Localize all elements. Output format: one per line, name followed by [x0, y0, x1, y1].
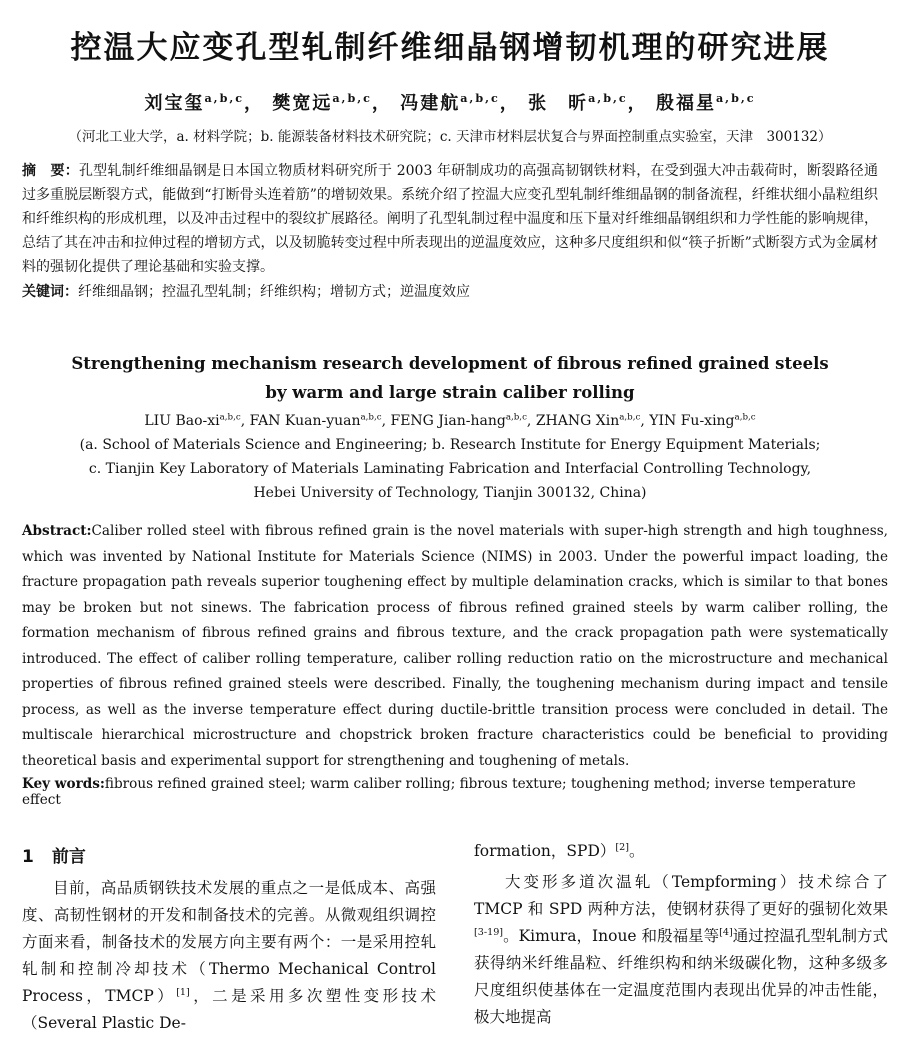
body-paragraph	[22, 875, 436, 1037]
author-affiliation-marks: a,b,c	[219, 412, 241, 423]
author-affiliation-marks: a,b,c	[588, 92, 628, 105]
chinese-authors	[12, 89, 888, 115]
author-separator: ，	[499, 93, 520, 114]
author-affiliation-marks: a,b,c	[460, 92, 500, 105]
author-separator: ,	[640, 413, 650, 429]
keywords-label: 关键词：	[22, 284, 78, 300]
english-keywords	[22, 776, 888, 808]
author-name: FENG Jian-hang	[390, 413, 506, 429]
english-affiliation	[12, 433, 888, 505]
affiliation-line: (a. School of Materials Science and Engineering; b. Research Institute for Energy Equipment Materials;	[79, 437, 821, 453]
body-paragraph	[474, 838, 888, 865]
keywords-label: Key words:	[22, 776, 105, 792]
keywords-text: 纤维细晶钢；控温孔型轧制；纤维织构；增韧方式；逆温度效应	[78, 284, 470, 300]
body-paragraph	[474, 869, 888, 1031]
english-title-line: Strengthening mechanism research development of fibrous refined grained steels	[71, 354, 829, 373]
citation: [4]	[719, 926, 733, 938]
author-name: LIU Bao-xi	[144, 413, 220, 429]
section-title: 前言	[51, 847, 86, 867]
author-name: 刘宝玺	[144, 93, 205, 114]
left-column	[22, 838, 436, 1037]
paragraph-text: 。Kimura，Inoue 和殷福星等	[503, 927, 720, 945]
author-affiliation-marks: a,b,c	[715, 92, 756, 105]
author-affiliation-marks: a,b,c	[505, 412, 527, 423]
paragraph-text: 通过控温孔型轧制方式获得纳米纤维晶粒、纤维织构和纳米级碳化物，这种多级多尺度组织使基体在一定温度范围内表现出优异的冲击性能，极大地提高	[474, 927, 888, 1026]
paragraph-text: 目前，高品质钢铁技术发展的重点之一是低成本、高强度、高韧性钢材的开发和制备技术的完善。从微观组织调控方面来看，制备技术的发展方向主要有两个：一是采用控轧轧制和控制冷却技术（Thermo Mechanical Control Process，TMCP）	[22, 879, 436, 1005]
abstract-label: Abstract:	[22, 523, 92, 539]
author-name: 殷福星	[655, 93, 716, 114]
abstract-text: 孔型轧制纤维细晶钢是日本国立物质材料研究所于 2003 年研制成功的高强高韧钢铁材料，在受到强大冲击载荷时，断裂路径通过多重脱层断裂方式，能做到“打断骨头连着筋”的增韧效果。系统介绍了控温大应变孔型轧制纤维细晶钢的制备流程，纤维状细小晶粒组织和纤维织构的形成机理，以及冲击过程中的裂纹扩展路径。阐明了孔型轧制过程中温度和压下量对纤维细晶钢组织和力学性能的影响规律，总结了其在冲击和拉伸过程的增韧方式，以及韧脆转变过程中所表现出的逆温度效应，这种多尺度组织和似“筷子折断”式断裂方式为金属材料的强韧化提供了理论基础和实验支撑。	[22, 163, 879, 275]
paragraph-text: 。	[629, 842, 645, 860]
paragraph-text: ，二是采用多次塑性变形技术（Several Plastic De-	[22, 987, 436, 1032]
section-heading	[22, 844, 436, 871]
abstract-label: 摘 要：	[22, 163, 79, 179]
author-name: 张 昕	[528, 93, 589, 114]
author-name: 樊宽远	[272, 93, 333, 114]
affiliation-line: Hebei University of Technology, Tianjin 300132, China)	[253, 485, 647, 501]
english-authors	[12, 413, 888, 429]
author-separator: ,	[381, 413, 391, 429]
affiliation-line: c. Tianjin Key Laboratory of Materials Laminating Fabrication and Interfacial Controlling Technology,	[88, 461, 812, 477]
paragraph-text: formation，SPD）	[474, 842, 616, 860]
body-columns	[22, 838, 888, 1037]
english-title	[12, 349, 888, 407]
english-abstract	[22, 519, 888, 774]
chinese-keywords	[22, 281, 878, 301]
citation: [2]	[615, 841, 629, 853]
chinese-affiliation: （河北工业大学，a. 材料学院；b. 能源装备材料技术研究院；c. 天津市材料层状复合与界面控制重点实验室，天津 300132）	[68, 129, 832, 145]
author-affiliation-marks: a,b,c	[204, 92, 245, 105]
citation: [1]	[176, 986, 190, 998]
author-affiliation-marks: a,b,c	[734, 412, 756, 423]
author-separator: ，	[244, 93, 265, 114]
english-title-line: by warm and large strain caliber rolling	[265, 383, 635, 402]
author-separator: ,	[526, 413, 536, 429]
author-affiliation-marks: a,b,c	[360, 412, 382, 423]
author-affiliation-marks: a,b,c	[619, 412, 641, 423]
citation: [3-19]	[474, 926, 504, 938]
author-separator: ，	[371, 93, 392, 114]
author-affiliation-marks: a,b,c	[332, 92, 372, 105]
abstract-text: Caliber rolled steel with fibrous refined grain is the novel materials with super-high strength and high toughness, which was invented by National Institute for Materials Science (NIMS) in 2003. Under the powerful impact loading, the fracture propagation path reveals superior toughening effect by multiple delamination cracks, which is similar to that bones may be broken but not sinews. The fabrication process of fibrous refined grained steels by warm caliber rolling, the formation mechanism of fibrous refined grains and fibrous texture, and the crack propagation path were systematically introduced. The effect of caliber rolling temperature, caliber rolling reduction ratio on the microstructure and mechanical properties of fibrous refined grained steels were described. Finally, the toughening mechanism during impact and tensile process, as well as the inverse temperature effect during ductile-brittle transition process were concluded in detail. The multiscale hierarchical microstructure and chopstrick broken fracture characteristics could be beneficial to providing theoretical basis and experimental support for strengthening and toughening of metals.	[22, 523, 888, 769]
author-name: 冯建航	[400, 93, 461, 114]
author-name: ZHANG Xin	[535, 413, 620, 429]
author-name: YIN Fu-xing	[649, 413, 735, 429]
section-number: 1	[22, 847, 34, 867]
author-separator: ,	[240, 413, 250, 429]
chinese-abstract	[22, 159, 878, 279]
chinese-title: 控温大应变孔型轧制纤维细晶钢增韧机理的研究进展	[70, 30, 830, 66]
right-column	[474, 838, 888, 1037]
author-separator: ，	[627, 93, 648, 114]
paragraph-text: 大变形多道次温轧（Tempforming）技术综合了 TMCP 和 SPD 两种方法，使钢材获得了更好的强韧化效果	[474, 873, 888, 918]
author-name: FAN Kuan-yuan	[249, 413, 361, 429]
keywords-text: fibrous refined grained steel; warm caliber rolling; fibrous texture; toughening method; inverse temperature effect	[22, 776, 856, 808]
